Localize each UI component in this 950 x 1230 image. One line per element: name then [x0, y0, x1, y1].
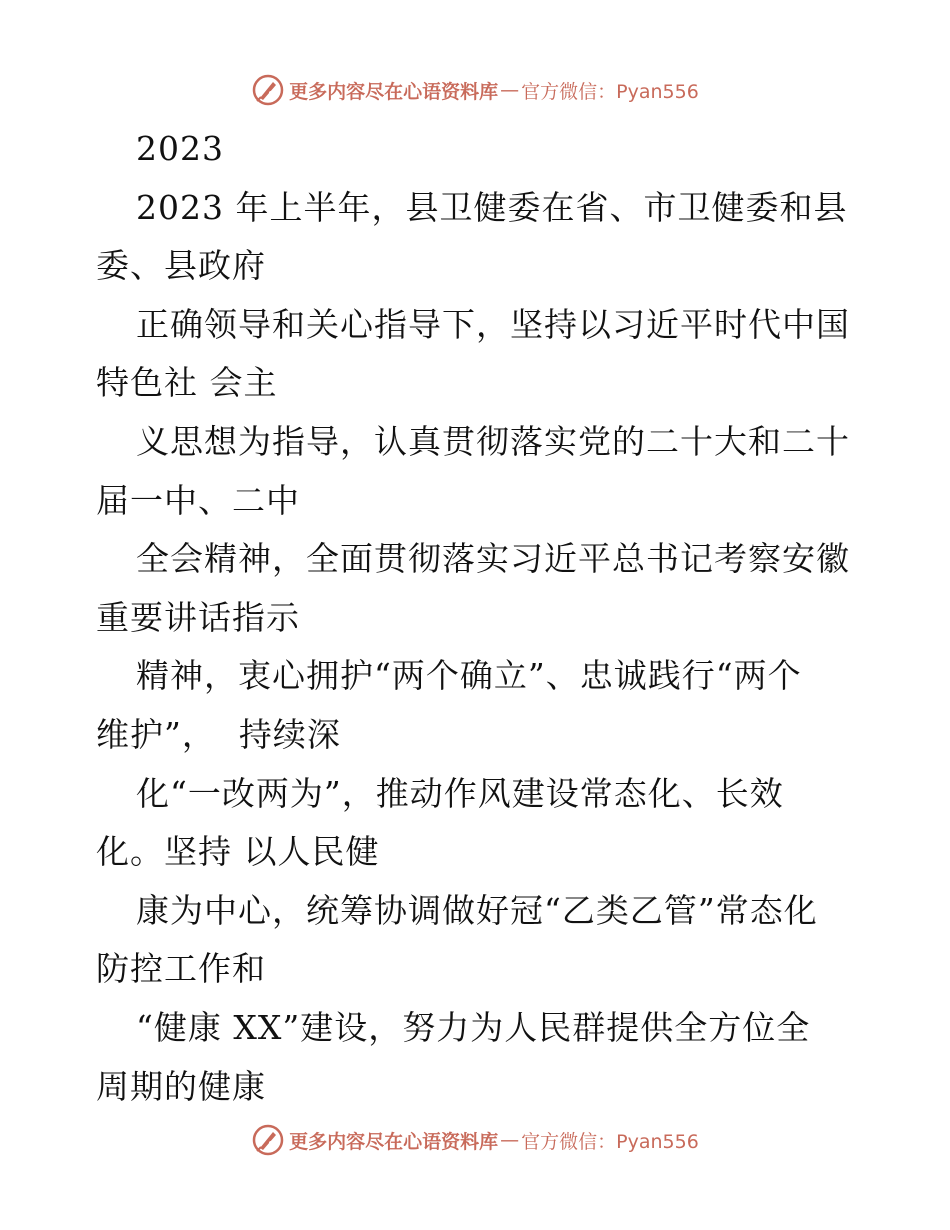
header-watermark [0, 70, 950, 110]
watermark-main-text: 更多内容尽在心语资料库 [289, 80, 499, 103]
body-line: “健康 XX”建设，努力为人民群提供全方位全 [136, 1007, 811, 1047]
body-line: 维护”， 持续深 [96, 714, 341, 754]
body-line: 化“一改两为”，推动作风建设常态化、长效 [136, 773, 784, 813]
body-line: 防控工作和 [96, 949, 266, 989]
body-line: 全会精神，全面贯彻落实习近平总书记考察安徽 [136, 539, 850, 579]
pen-nib-logo-icon [251, 73, 285, 107]
body-line: 周期的健康 [96, 1066, 266, 1106]
pen-nib-logo-icon [251, 1123, 285, 1157]
body-line: 2023 [136, 129, 224, 168]
watermark-main-text: 更多内容尽在心语资料库 [289, 1130, 499, 1153]
watermark-wechat-text: 官方微信：Pyan556 [521, 1130, 699, 1153]
watermark-dash: — [500, 79, 520, 101]
watermark-wechat-text: 官方微信：Pyan556 [521, 80, 699, 103]
body-line: 精神，衷心拥护“两个确立”、忠诚践行“两个 [136, 656, 802, 696]
body-line: 2023 年上半年，县卫健委在省、市卫健委和县 [136, 187, 848, 227]
body-line: 届一中、二中 [96, 480, 300, 520]
footer-watermark [0, 1120, 950, 1160]
body-line: 义思想为指导，认真贯彻落实党的二十大和二十 [136, 421, 850, 461]
body-line: 特色社 会主 [96, 363, 278, 403]
watermark-dash: — [500, 1129, 520, 1151]
body-line: 重要讲话指示 [96, 597, 300, 637]
document-body [96, 120, 896, 1116]
body-line: 委、县政府 [96, 246, 266, 286]
body-line: 正确领导和关心指导下，坚持以习近平时代中国 [136, 304, 850, 344]
body-line: 康为中心，统筹协调做好冠“乙类乙管”常态化 [136, 890, 818, 930]
body-line: 化。坚持 以人民健 [96, 832, 380, 872]
